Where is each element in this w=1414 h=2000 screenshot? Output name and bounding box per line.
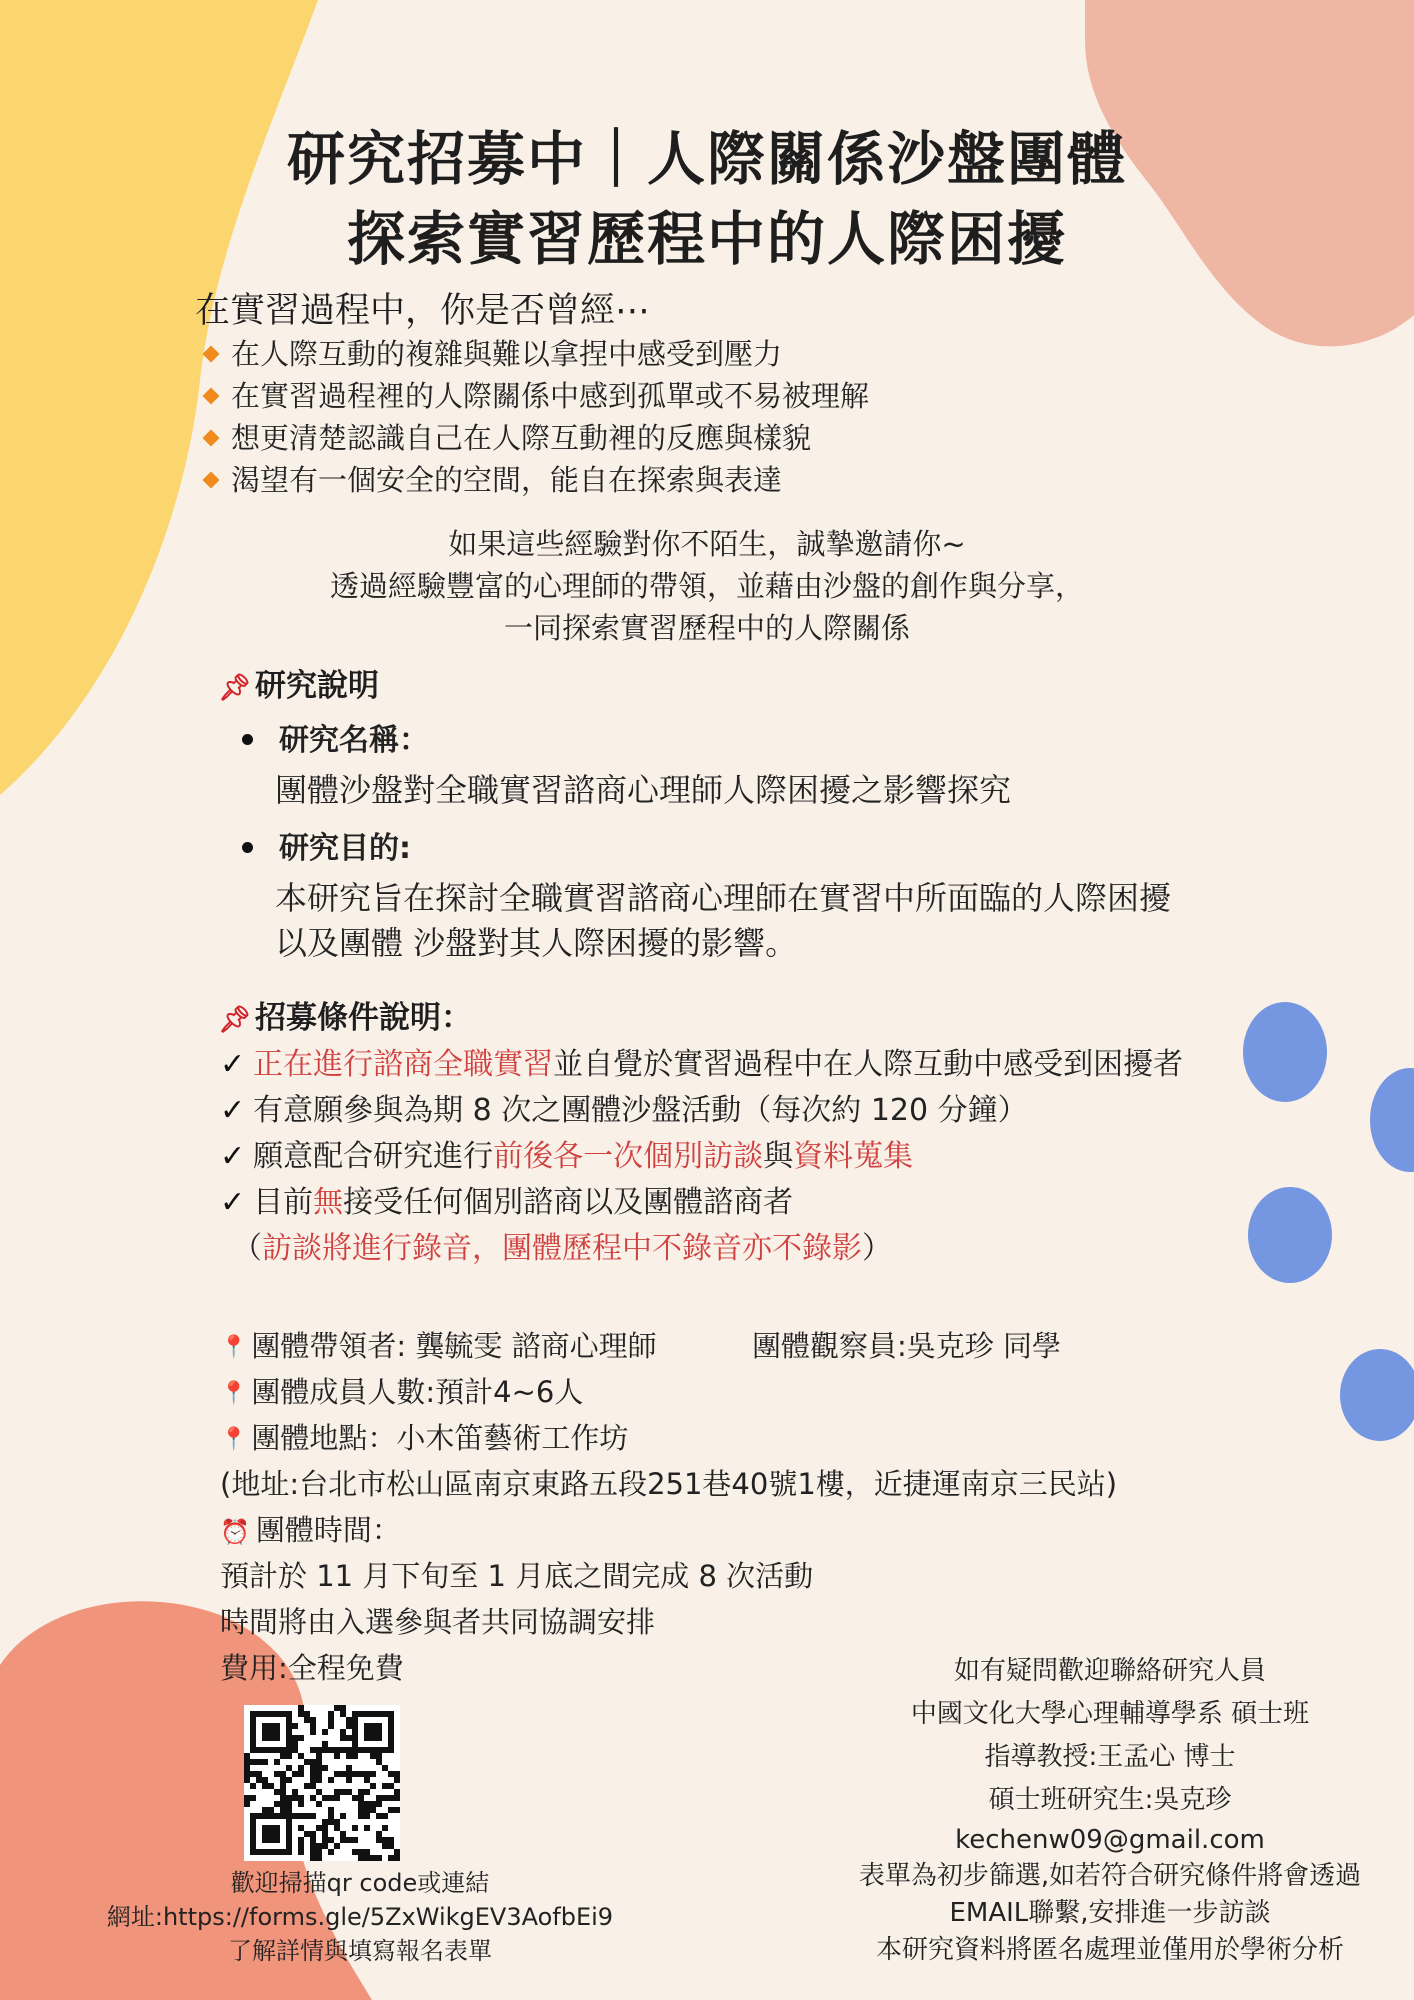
alarm-clock-icon: ⏰ [220, 1518, 250, 1546]
group-cost: 費用:全程免費 [220, 1651, 404, 1685]
location-pin-icon: 📍 [220, 1335, 248, 1360]
check-icon: ✓ [220, 1139, 246, 1174]
blue-paint-dot-shape [1248, 1187, 1332, 1283]
title-line-1: 研究招募中｜人際關係沙盤團體 [286, 125, 1127, 193]
research-name-value: 團體沙盤對全職實習諮商心理師人際困擾之影響探究 [275, 771, 1012, 809]
requirements-list [220, 1042, 1183, 1272]
group-location: 📍 團體地點：小木笛藝術工作坊 [220, 1421, 629, 1455]
orange-diamond-icon [203, 346, 220, 363]
research-name-label: 研究名稱： [242, 715, 429, 759]
list-item: 在實習過程裡的人際關係中感到孤單或不易被理解 [205, 375, 869, 417]
pushpin-icon: 📌︎ [218, 673, 252, 703]
contact-email[interactable]: kechenw09@gmail.com [955, 1825, 1265, 1855]
group-size: 📍 團體成員人數:預計4~6人 [220, 1375, 584, 1409]
group-leader: 📍 團體帶領者: 龔毓雯 諮商心理師 [220, 1329, 657, 1363]
group-time-plan: 預計於 11 月下旬至 1 月底之間完成 8 次活動 [220, 1559, 814, 1593]
invitation-text: 如果這些經驗對你不陌生，誠摯邀請你~ 透過經驗豐富的心理師的帶領，並藉由沙盤的創作與分享， 一同探索實習歷程中的人際關係 [329, 527, 1084, 645]
qr-code[interactable] [244, 1705, 400, 1861]
intro-question: 在實習過程中，你是否曾經⋯ [195, 291, 651, 331]
blue-paint-dot-shape [1340, 1349, 1414, 1441]
qr-code-image [244, 1705, 400, 1861]
qr-caption: 歡迎掃描qr code或連結 網址:https://forms.gle/5ZxWikgEV3AofbEi9 了解詳情與填寫報名表單 [80, 1866, 640, 1968]
orange-diamond-icon [203, 472, 220, 489]
section-heading-requirements: 📌︎ 招募條件說明： [218, 1000, 473, 1036]
check-icon: ✓ [220, 1093, 246, 1128]
title-line-2: 探索實習歷程中的人際困擾 [346, 205, 1067, 273]
check-icon: ✓ [220, 1047, 246, 1082]
pushpin-icon: 📌︎ [218, 1005, 252, 1035]
form-link[interactable]: 網址:https://forms.gle/5ZxWikgEV3AofbEi9 [106, 1903, 614, 1931]
group-time-arrange: 時間將由入選參與者共同協調安排 [220, 1605, 656, 1639]
recording-note: （訪談將進行錄音，團體歷程中不錄音亦不錄影） [232, 1231, 892, 1266]
question-list [205, 333, 869, 501]
check-icon: ✓ [220, 1185, 246, 1220]
requirement-item: ✓ 有意願參與為期 8 次之團體沙盤活動（每次約 120 分鐘） [220, 1088, 1183, 1134]
list-item: 渴望有一個安全的空間，能自在探索與表達 [205, 459, 869, 501]
orange-diamond-icon [203, 430, 220, 447]
list-item: 想更清楚認識自己在人際互動裡的反應與樣貌 [205, 417, 869, 459]
requirement-item: ✓ 目前無接受任何個別諮商以及團體諮商者 [220, 1180, 1183, 1226]
contact-info: 如有疑問歡迎聯絡研究人員 中國文化大學心理輔導學系 碩士班 指導教授:王孟心 博士 碩士班研究生:吳克珍 kechenw09@gmail.com 表單為初步篩選,如若符合研究條件將會透過 EMAIL聯繫,安排進一步訪談 本研究資料將匿名處理並僅用於學術分析 [770, 1650, 1414, 1969]
orange-diamond-icon [203, 388, 220, 405]
location-pin-icon: 📍 [220, 1427, 248, 1452]
blue-paint-dot-shape [1243, 1002, 1327, 1102]
section-heading-research: 📌︎ 研究說明 [218, 668, 380, 704]
group-address: (地址:台北市松山區南京東路五段251巷40號1樓，近捷運南京三民站) [220, 1467, 1118, 1501]
blue-paint-dot-shape [1370, 1068, 1414, 1172]
bullet-icon [242, 734, 253, 745]
group-time-label: ⏰ 團體時間： [220, 1513, 401, 1547]
list-item: 在人際互動的複雜與難以拿捏中感受到壓力 [205, 333, 869, 375]
bullet-icon [242, 842, 253, 853]
group-observer: 團體觀察員:吳克珍 同學 [752, 1329, 1061, 1363]
research-purpose-label: 研究目的: [242, 823, 411, 867]
research-purpose-value: 本研究旨在探討全職實習諮商心理師在實習中所面臨的人際困擾 以及團體 沙盤對其人際困擾的影響。 [275, 879, 1172, 962]
requirement-item: ✓ 願意配合研究進行前後各一次個別訪談與資料蒐集 [220, 1134, 1183, 1180]
location-pin-icon: 📍 [220, 1381, 248, 1406]
requirement-item: ✓ 正在進行諮商全職實習並自覺於實習過程中在人際互動中感受到困擾者 [220, 1042, 1183, 1088]
